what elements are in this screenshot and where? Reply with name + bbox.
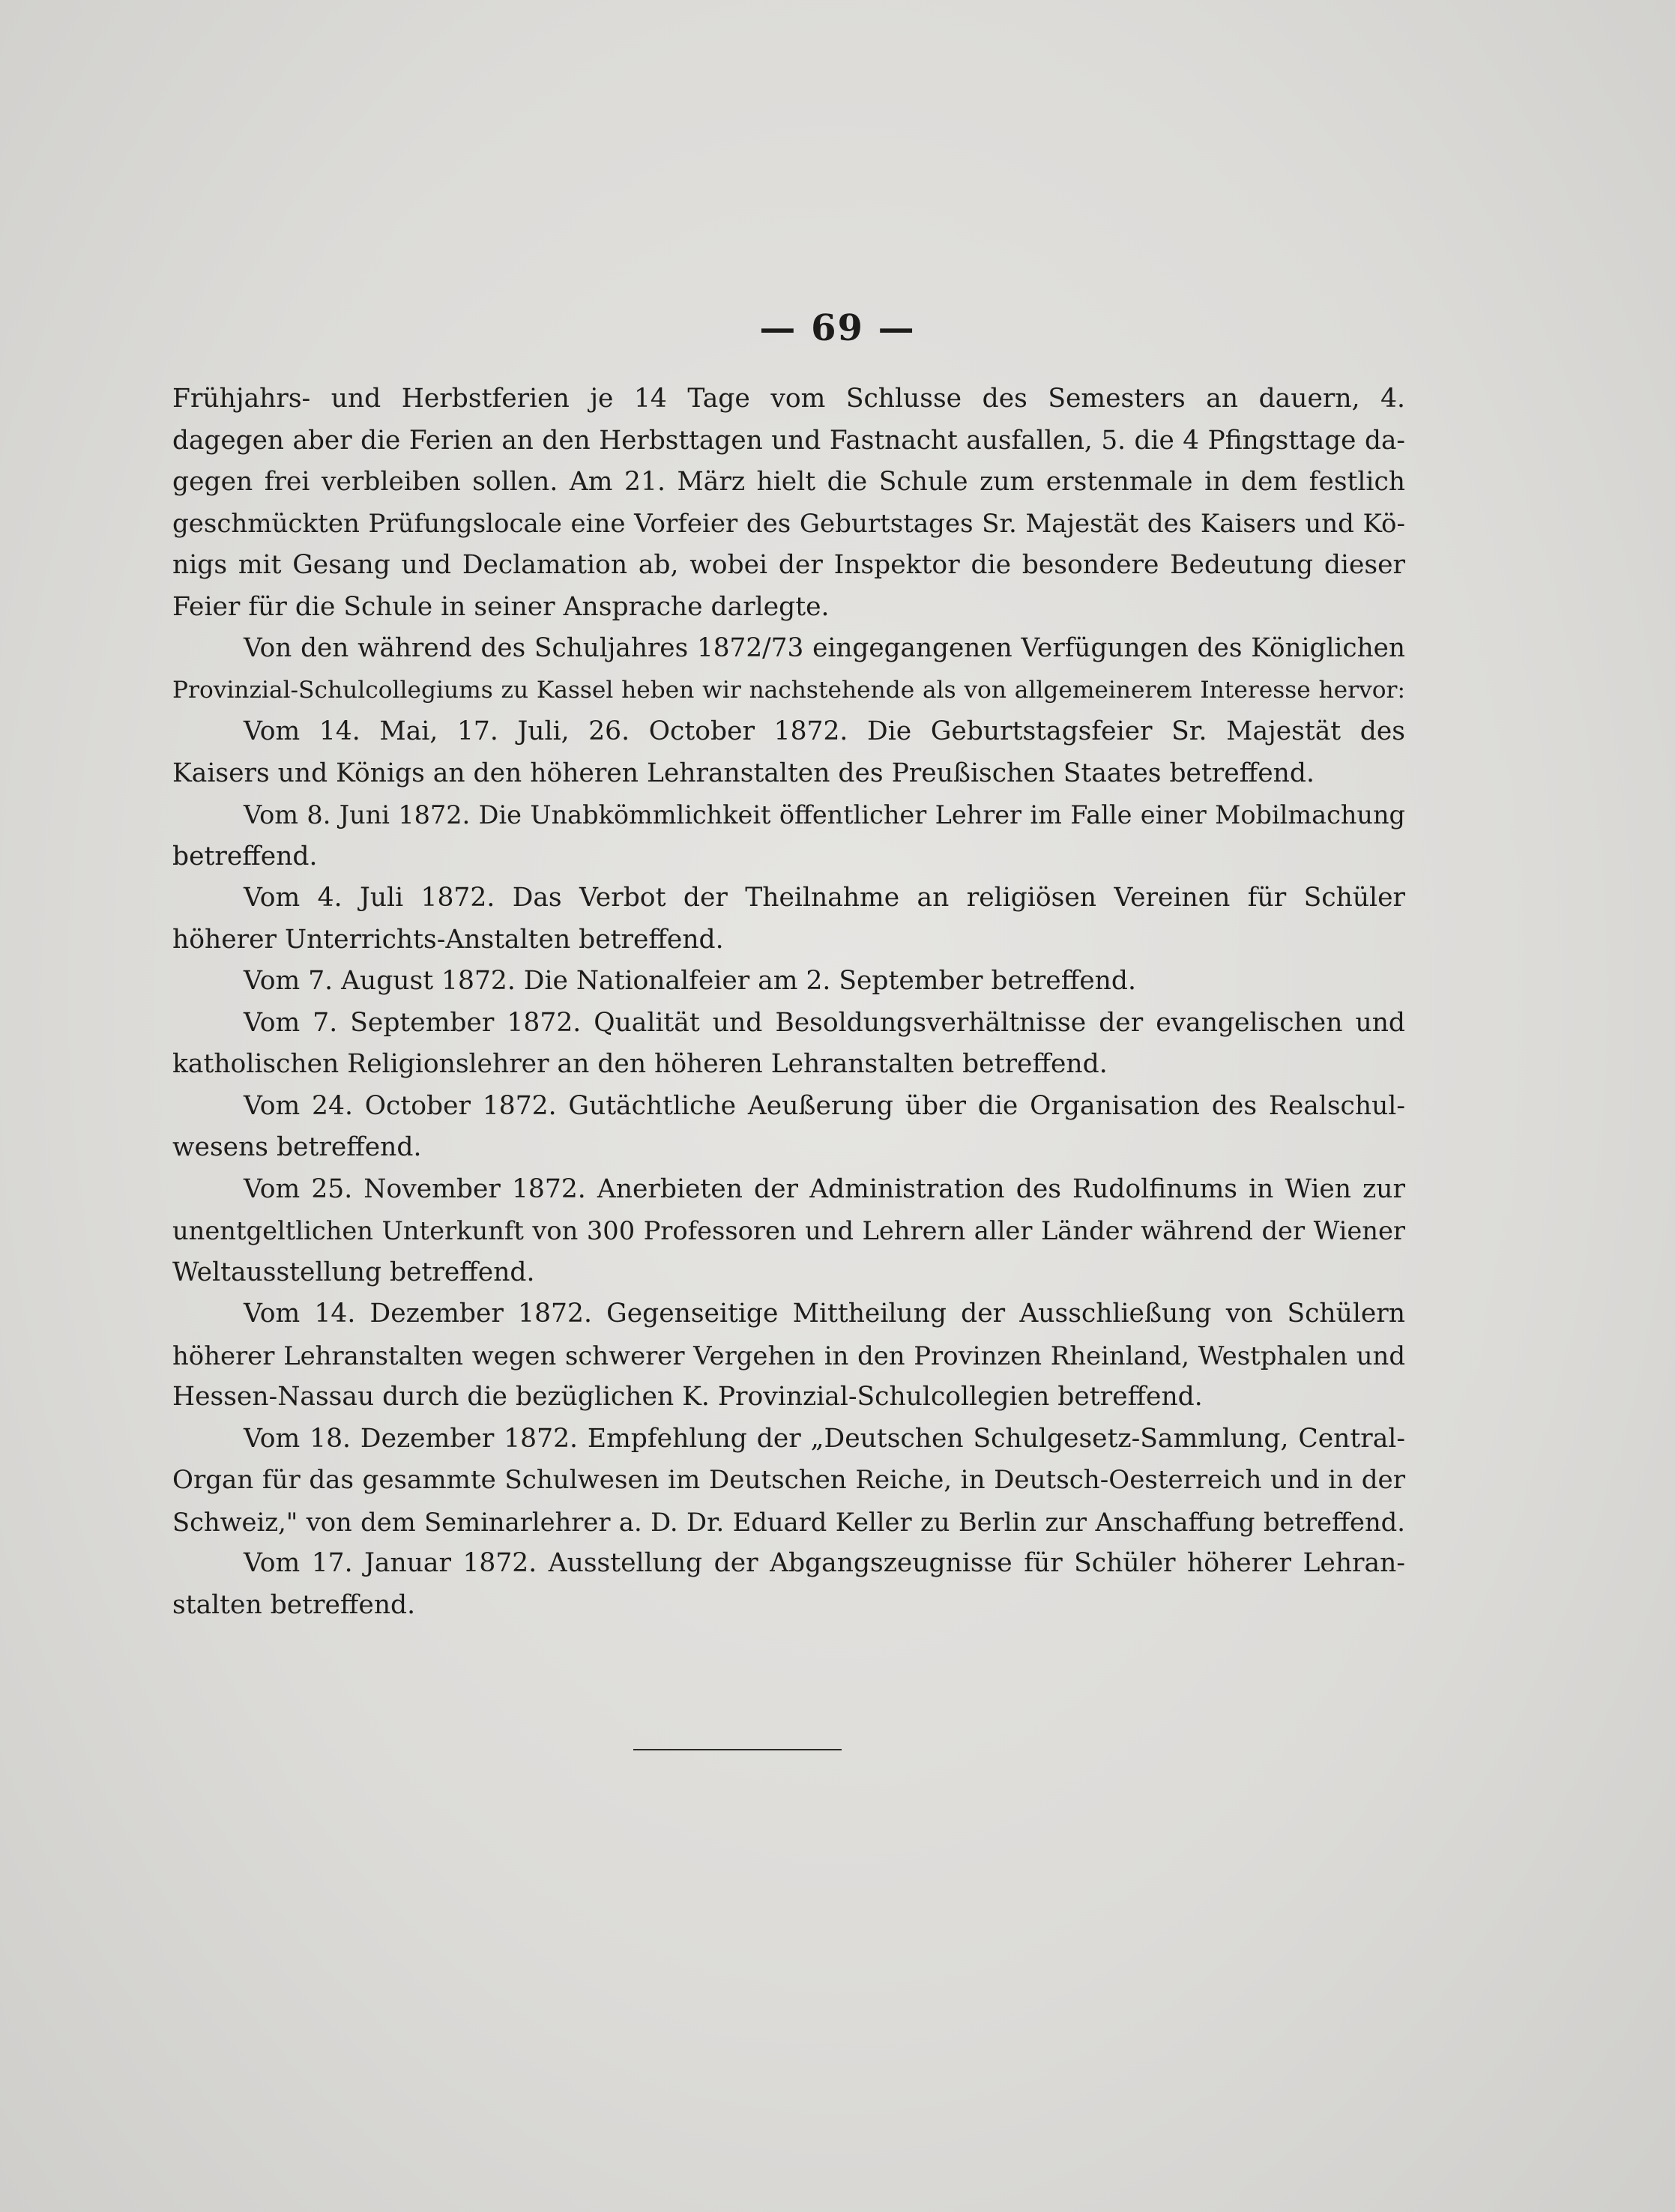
text-line: nigs mit Gesang und Declamation ab, wobei der Inspektor die besondere Bedeutung dieser [172,550,1405,580]
text-line: geschmückten Prüfungslocale eine Vorfeier des Geburtstages Sr. Majestät des Kaisers und Kö- [172,508,1405,539]
text-line: katholischen Religionslehrer an den höheren Lehranstalten betreffend. [172,1049,1108,1079]
text-line: Weltausstellung betreffend. [172,1257,535,1287]
text-line: Vom 14. Dezember 1872. Gegenseitige Mittheilung der Ausschließung von Schülern [244,1299,1405,1329]
text-line: Schweiz," von dem Seminarlehrer a. D. Dr. Eduard Keller zu Berlin zur Anschaffung betreffend. [172,1507,1405,1537]
text-line: Vom 7. August 1872. Die Nationalfeier am 2. September betreffend. [244,966,1136,996]
text-line: höherer Unterrichts-Anstalten betreffend. [172,924,724,955]
text-line: Vom 7. September 1872. Qualität und Besoldungsverhältnisse der evangelischen und [244,1007,1405,1038]
text-line: Vom 17. Januar 1872. Ausstellung der Abgangszeugnisse für Schüler höherer Lehran- [244,1548,1405,1578]
section-rule [633,1749,842,1750]
text-line: Provinzial-Schulcollegiums zu Kassel heben wir nachstehende als von allgemeinerem Interesse hervor: [172,676,1405,704]
text-line: Vom 24. October 1872. Gutächtliche Aeußerung über die Organisation des Realschul- [244,1090,1405,1121]
text-line: unentgeltlichen Unterkunft von 300 Professoren und Lehrern aller Länder während der Wiener [172,1216,1405,1245]
text-line: Kaisers und Königs an den höheren Lehranstalten des Preußischen Staates betreffend. [172,758,1315,788]
text-line: stalten betreffend. [172,1589,416,1620]
page-number: — 69 — [759,307,916,349]
text-line: Vom 18. Dezember 1872. Empfehlung der „Deutschen Schulgesetz-Sammlung, Central- [244,1423,1405,1454]
text-line: Organ für das gesammte Schulwesen im Deutschen Reiche, in Deutsch-Oesterreich und in der [172,1465,1405,1495]
text-line: betreffend. [172,841,318,871]
text-line: wesens betreffend. [172,1132,422,1162]
text-line: höherer Lehranstalten wegen schwerer Vergehen in den Provinzen Rheinland, Westphalen und [172,1341,1405,1371]
body-text [172,378,1405,1626]
text-line: Vom 8. Juni 1872. Die Unabkömmlichkeit öffentlicher Lehrer im Falle einer Mobilmachung [244,800,1405,830]
text-line: gegen frei verbleiben sollen. Am 21. März hielt die Schule zum erstenmale in dem festlich [172,467,1405,497]
text-line: Hessen-Nassau durch die bezüglichen K. Provinzial-Schulcollegien betreffend. [172,1382,1203,1412]
text-line: Feier für die Schule in seiner Ansprache darlegte. [172,591,830,622]
text-line: dagegen aber die Ferien an den Herbsttagen und Fastnacht ausfallen, 5. die 4 Pfingsttage da- [172,425,1405,456]
text-line: Vom 4. Juli 1872. Das Verbot der Theilnahme an religiösen Vereinen für Schüler [244,883,1405,913]
text-line: Frühjahrs- und Herbstferien je 14 Tage vom Schlusse des Semesters an dauern, 4. [172,384,1405,414]
text-line: Von den während des Schuljahres 1872/73 eingegangenen Verfügungen des Königlichen [244,633,1405,663]
text-line: Vom 14. Mai, 17. Juli, 26. October 1872. Die Geburtstagsfeier Sr. Majestät des [244,716,1405,746]
text-line: Vom 25. November 1872. Anerbieten der Administration des Rudolfinums in Wien zur [244,1173,1405,1204]
